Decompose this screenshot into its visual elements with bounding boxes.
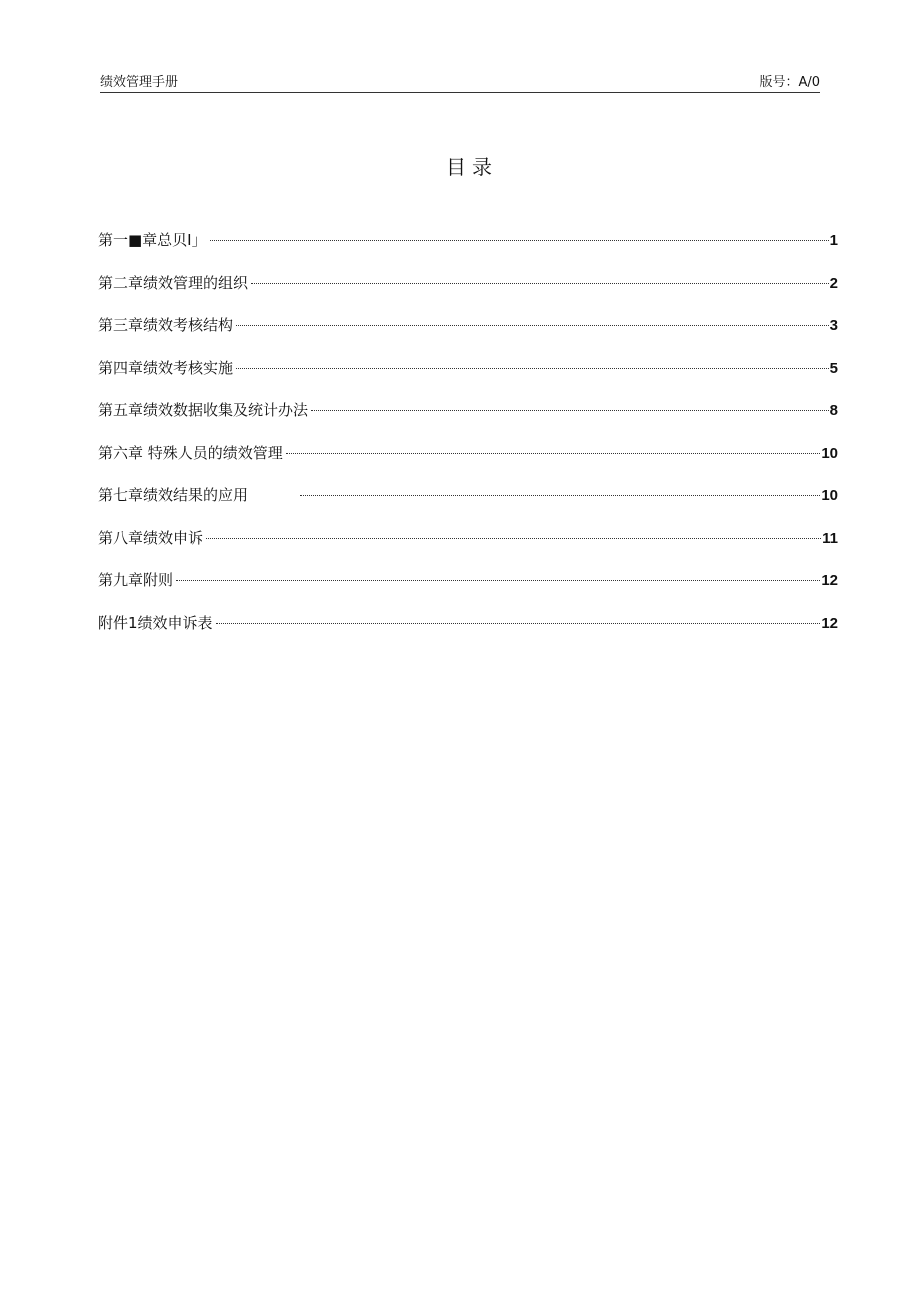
table-of-contents [98,226,838,651]
toc-entry-page: 1 [829,232,838,249]
toc-dot-leader [176,580,820,581]
header-document-title: 绩效管理手册 [100,75,179,90]
toc-dot-leader [286,453,821,454]
toc-dot-leader [236,325,829,326]
toc-entry[interactable] [98,524,838,567]
header-version-number: 版号：A/0 [759,75,820,90]
toc-dot-leader [236,368,829,369]
toc-entry-label: 第六章 特殊人员的绩效管理 [98,443,283,462]
toc-entry-label: 第九章附则 [98,571,174,589]
toc-entry-page: 10 [821,444,838,462]
toc-entry[interactable] [98,481,838,524]
toc-entry-label: 附件1绩效申诉表 [98,613,213,632]
toc-entry-page: 3 [829,317,838,334]
toc-entry-page: 10 [821,487,838,504]
toc-dot-leader [216,623,821,624]
toc-entry[interactable] [98,396,838,439]
toc-entry-page: 12 [821,614,838,632]
toc-entry-label: 第五章绩效数据收集及统计办法 [98,401,309,419]
toc-entry-label: 第七章绩效结果的应用 [98,486,249,504]
toc-entry-page: 11 [822,529,838,547]
toc-entry-label: 第四章绩效考核实施 [98,358,234,377]
toc-entry[interactable] [98,439,838,482]
toc-dot-leader [206,538,821,539]
toc-entry-page: 2 [829,274,838,292]
toc-entry-label: 第三章绩效考核结构 [98,316,234,334]
toc-entry-label: 第八章绩效申诉 [98,528,204,547]
toc-entry[interactable] [98,609,838,652]
toc-entry[interactable] [98,269,838,312]
toc-title: 目录 [446,155,498,179]
toc-entry-label: 第一■章总贝I」 [98,231,207,249]
toc-entry-label: 第二章绩效管理的组织 [98,273,249,292]
toc-entry[interactable] [98,226,838,269]
toc-entry-page: 12 [821,572,838,589]
toc-entry-page: 5 [829,359,838,377]
toc-entry[interactable] [98,354,838,397]
toc-dot-leader [251,283,829,284]
page-header [100,74,820,93]
toc-dot-leader [210,240,829,241]
toc-dot-leader [300,495,820,496]
toc-entry-page: 8 [829,402,838,419]
toc-entry[interactable] [98,311,838,354]
toc-dot-leader [311,410,829,411]
toc-entry[interactable] [98,566,838,609]
